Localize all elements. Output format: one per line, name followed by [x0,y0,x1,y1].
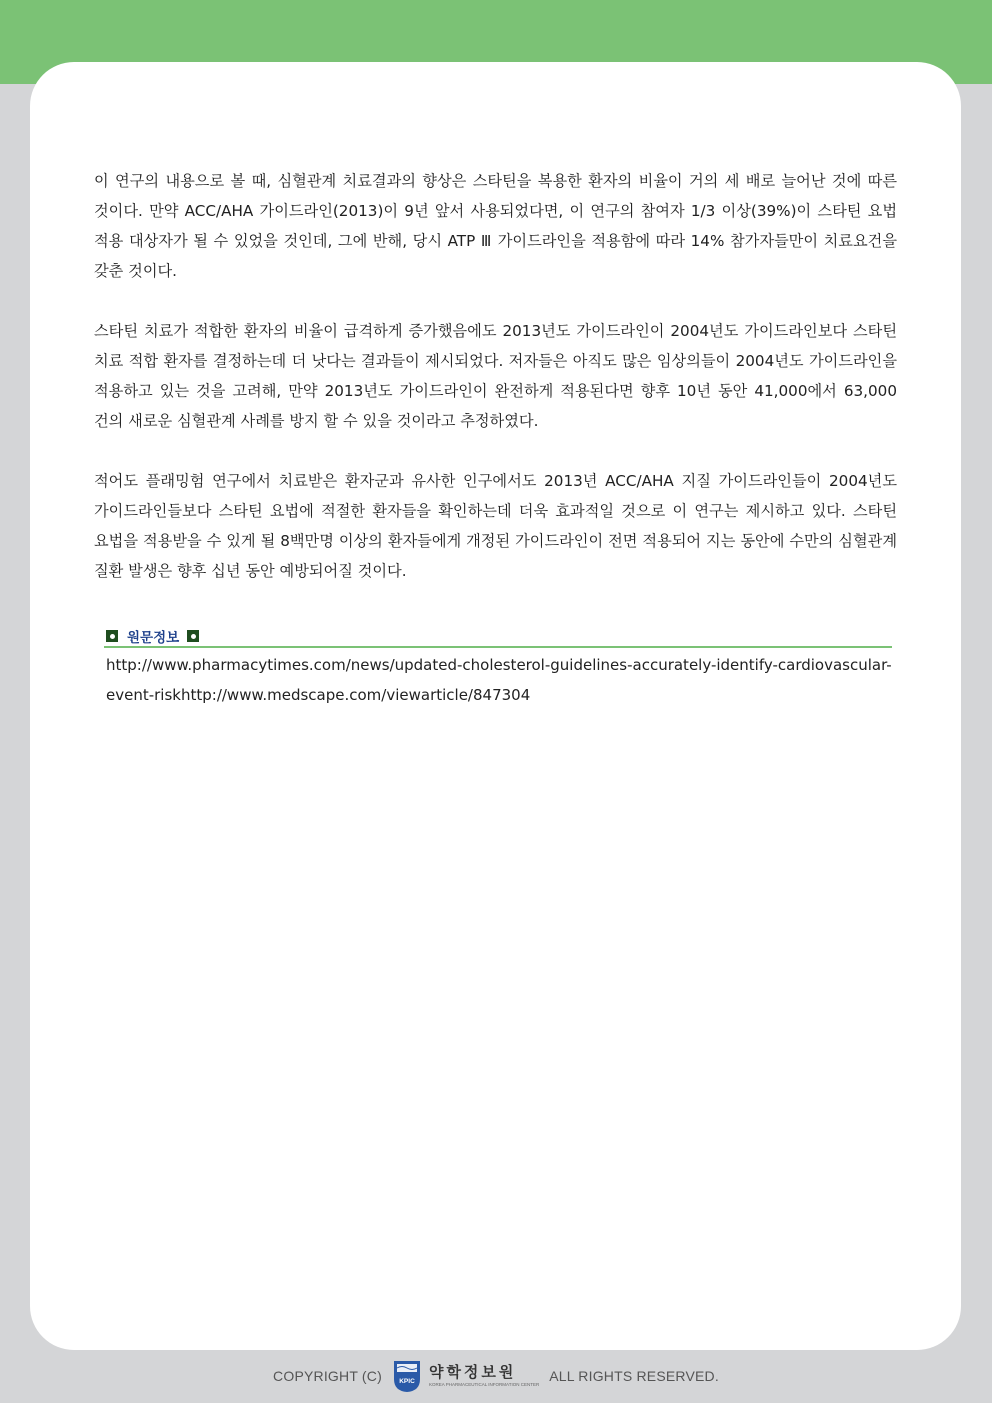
logo-badge-text: KPIC [399,1378,415,1385]
footer [0,1356,992,1396]
logo-subtitle: KOREA PHARMACEUTICAL INFORMATION CENTER [428,1381,540,1387]
kpic-logo-icon [392,1359,422,1393]
square-bullet-icon [106,630,118,642]
source-url-link[interactable]: http://www.pharmacytimes.com/news/updated-cholesterol-guidelines-accurately-identify-cardiovascular-event-riskhttp://www.medscape.com/viewarticle/847304 [106,656,892,704]
paragraph-3: 적어도 플래밍험 연구에서 치료받은 환자군과 유사한 인구에서도 2013년 ACC/AHA 지질 가이드라인들이 2004년도 가이드라인들보다 스타틴 요법에 적절한 환자들을 확인하는데 더욱 효과적일 것으로 이 연구는 제시하고 있다. 스타틴 요법을 적용받을 수 있게 될 8백만명 이상의 환자들에게 개정된 가이드라인이 전면 적용되어 지는 동안에 수만의 심혈관계 질환 발생은 향후 십년 동안 예방되어질 것이다. [94,472,897,580]
source-info-header [104,626,892,648]
logo-name: 약학정보원 [428,1362,517,1381]
copyright-text: COPYRIGHT (C) [273,1368,382,1384]
kpic-logo [392,1359,539,1393]
square-bullet-icon [187,630,199,642]
source-info-section [104,626,892,710]
source-info-title: 원문정보 [127,630,180,646]
paragraph-2: 스타틴 치료가 적합한 환자의 비율이 급격하게 증가했음에도 2013년도 가이드라인이 2004년도 가이드라인보다 스타틴 치료 적합 환자를 결정하는데 더 낫다는 결과들이 제시되었다. 저자들은 아직도 많은 임상의들이 2004년도 가이드라인을 적용하고 있는 것을 고려해, 만약 2013년도 가이드라인이 완전하게 적용된다면 향후 10년 동안 41,000에서 63,000 건의 새로운 심혈관계 사례를 방지 할 수 있을 것이라고 추정하였다. [94,322,897,430]
paragraph-1: 이 연구의 내용으로 볼 때, 심혈관계 치료결과의 향상은 스타틴을 복용한 환자의 비율이 거의 세 배로 늘어난 것에 따른 것이다. 만약 ACC/AHA 가이드라인(2013)이 9년 앞서 사용되었다면, 이 연구의 참여자 1/3 이상(39%)이 스타틴 요법 적용 대상자가 될 수 있었을 것인데, 그에 반해, 당시 ATP Ⅲ 가이드라인을 적용함에 따라 14% 참가자들만이 치료요건을 갖춘 것이다. [94,172,897,280]
article-body [94,166,897,616]
rights-text: ALL RIGHTS RESERVED. [549,1368,719,1384]
